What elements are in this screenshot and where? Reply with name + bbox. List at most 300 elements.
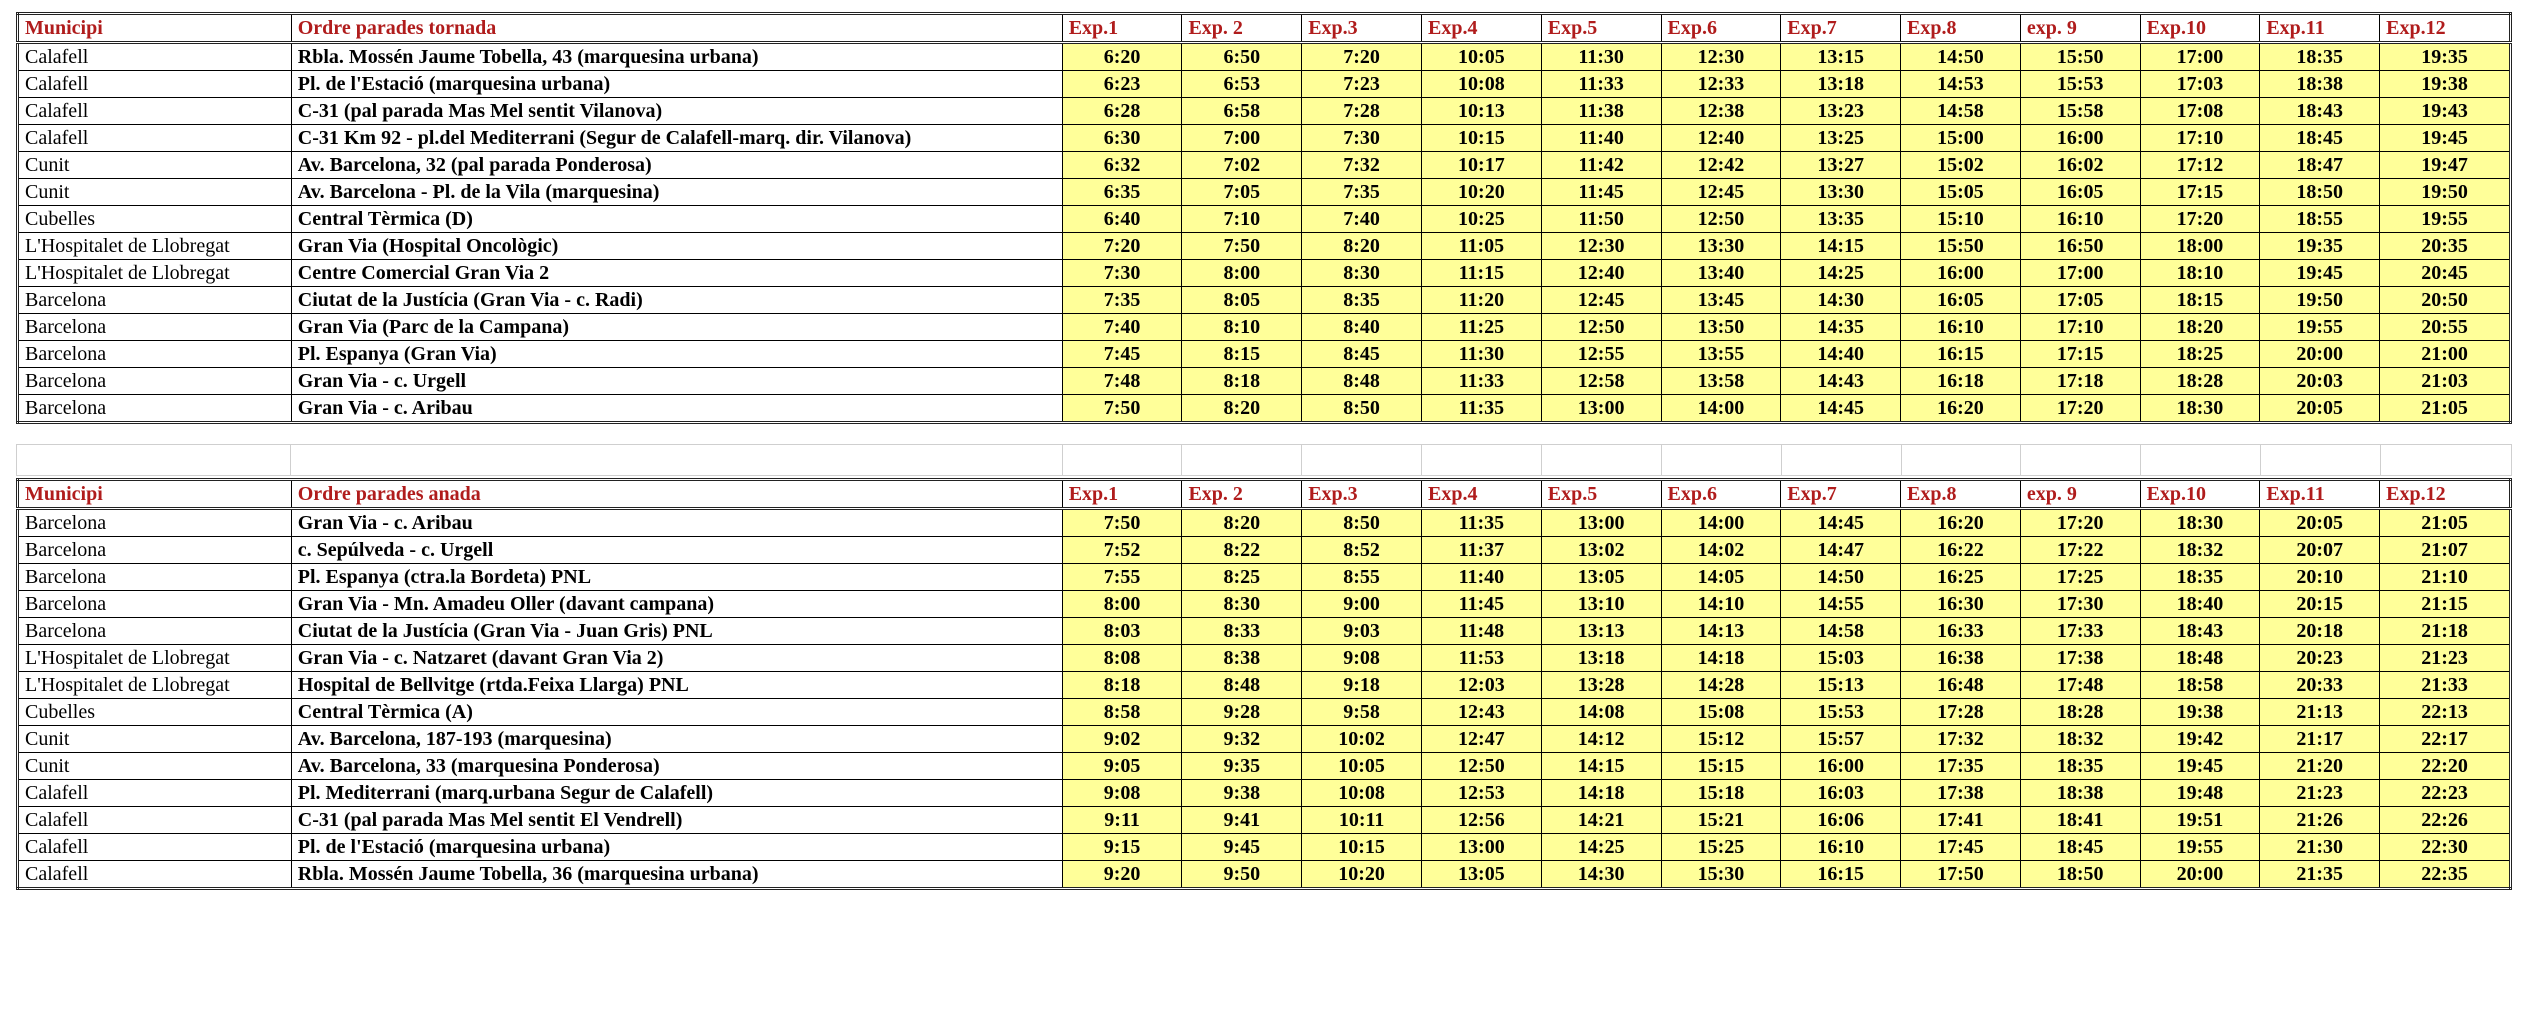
table-row xyxy=(18,834,2511,861)
time-cell: 17:10 xyxy=(2140,125,2260,152)
time-cell: 22:17 xyxy=(2380,726,2511,753)
municipality-cell: L'Hospitalet de Llobregat xyxy=(18,233,292,260)
time-cell: 9:45 xyxy=(1182,834,1302,861)
time-cell: 20:10 xyxy=(2260,564,2380,591)
time-cell: 19:38 xyxy=(2140,699,2260,726)
time-cell: 20:03 xyxy=(2260,368,2380,395)
municipality-cell: Calafell xyxy=(18,780,292,807)
stop-cell: Pl. Mediterrani (marq.urbana Segur de Calafell) xyxy=(291,780,1062,807)
time-cell: 7:23 xyxy=(1302,71,1422,98)
time-cell: 13:25 xyxy=(1781,125,1901,152)
time-cell: 14:30 xyxy=(1781,287,1901,314)
time-cell: 15:12 xyxy=(1661,726,1781,753)
time-cell: 14:00 xyxy=(1661,395,1781,423)
municipality-cell: Cunit xyxy=(18,753,292,780)
time-cell: 21:23 xyxy=(2260,780,2380,807)
header-row xyxy=(18,14,2511,43)
time-cell: 15:53 xyxy=(2020,71,2140,98)
time-cell: 13:30 xyxy=(1661,233,1781,260)
time-cell: 14:02 xyxy=(1661,537,1781,564)
time-cell: 7:50 xyxy=(1182,233,1302,260)
empty-spacer-rows xyxy=(16,444,2512,476)
time-cell: 10:17 xyxy=(1421,152,1541,179)
stop-cell: Rbla. Mossén Jaume Tobella, 36 (marquesina urbana) xyxy=(291,861,1062,889)
time-cell: 21:05 xyxy=(2380,395,2511,423)
time-cell: 15:02 xyxy=(1901,152,2021,179)
time-cell: 9:18 xyxy=(1302,672,1422,699)
time-cell: 13:02 xyxy=(1541,537,1661,564)
column-header-expedition: Exp.8 xyxy=(1901,14,2021,43)
time-cell: 15:50 xyxy=(2020,43,2140,71)
stop-cell: Pl. Espanya (ctra.la Bordeta) PNL xyxy=(291,564,1062,591)
municipality-cell: Cubelles xyxy=(18,699,292,726)
time-cell: 11:45 xyxy=(1541,179,1661,206)
column-header-expedition: Exp.4 xyxy=(1421,480,1541,509)
time-cell: 13:18 xyxy=(1781,71,1901,98)
stop-cell: Central Tèrmica (A) xyxy=(291,699,1062,726)
time-cell: 21:03 xyxy=(2380,368,2511,395)
municipality-cell: Barcelona xyxy=(18,591,292,618)
time-cell: 12:47 xyxy=(1421,726,1541,753)
time-cell: 11:30 xyxy=(1421,341,1541,368)
time-cell: 12:56 xyxy=(1421,807,1541,834)
time-cell: 14:21 xyxy=(1541,807,1661,834)
stop-cell: Hospital de Bellvitge (rtda.Feixa Llarga) PNL xyxy=(291,672,1062,699)
time-cell: 12:40 xyxy=(1541,260,1661,287)
time-cell: 15:25 xyxy=(1661,834,1781,861)
anada-schedule-table xyxy=(16,478,2512,890)
table-row xyxy=(18,726,2511,753)
time-cell: 6:40 xyxy=(1062,206,1182,233)
time-cell: 14:10 xyxy=(1661,591,1781,618)
time-cell: 11:48 xyxy=(1421,618,1541,645)
time-cell: 17:50 xyxy=(1901,861,2021,889)
time-cell: 21:26 xyxy=(2260,807,2380,834)
table-row xyxy=(18,152,2511,179)
table-row xyxy=(18,861,2511,889)
time-cell: 14:18 xyxy=(1541,780,1661,807)
table-row xyxy=(18,537,2511,564)
municipality-cell: Barcelona xyxy=(18,618,292,645)
time-cell: 8:15 xyxy=(1182,341,1302,368)
stop-cell: Av. Barcelona - Pl. de la Vila (marquesina) xyxy=(291,179,1062,206)
time-cell: 13:55 xyxy=(1661,341,1781,368)
time-cell: 21:05 xyxy=(2380,509,2511,537)
time-cell: 12:50 xyxy=(1421,753,1541,780)
table-row xyxy=(18,699,2511,726)
time-cell: 14:30 xyxy=(1541,861,1661,889)
time-cell: 9:03 xyxy=(1302,618,1422,645)
time-cell: 8:00 xyxy=(1062,591,1182,618)
time-cell: 7:48 xyxy=(1062,368,1182,395)
time-cell: 21:30 xyxy=(2260,834,2380,861)
time-cell: 14:45 xyxy=(1781,395,1901,423)
time-cell: 21:20 xyxy=(2260,753,2380,780)
time-cell: 12:40 xyxy=(1661,125,1781,152)
time-cell: 14:05 xyxy=(1661,564,1781,591)
stop-cell: Av. Barcelona, 187-193 (marquesina) xyxy=(291,726,1062,753)
time-cell: 14:35 xyxy=(1781,314,1901,341)
stop-cell: Pl. de l'Estació (marquesina urbana) xyxy=(291,834,1062,861)
time-cell: 19:47 xyxy=(2380,152,2511,179)
table-row xyxy=(18,645,2511,672)
time-cell: 18:28 xyxy=(2020,699,2140,726)
time-cell: 14:28 xyxy=(1661,672,1781,699)
time-cell: 18:32 xyxy=(2020,726,2140,753)
time-cell: 11:45 xyxy=(1421,591,1541,618)
time-cell: 11:33 xyxy=(1541,71,1661,98)
time-cell: 10:15 xyxy=(1302,834,1422,861)
municipality-cell: Barcelona xyxy=(18,314,292,341)
column-header-stops: Ordre parades tornada xyxy=(291,14,1062,43)
table-row xyxy=(18,368,2511,395)
time-cell: 13:05 xyxy=(1541,564,1661,591)
time-cell: 14:45 xyxy=(1781,509,1901,537)
time-cell: 16:05 xyxy=(2020,179,2140,206)
time-cell: 17:48 xyxy=(2020,672,2140,699)
time-cell: 6:35 xyxy=(1062,179,1182,206)
time-cell: 15:00 xyxy=(1901,125,2021,152)
stop-cell: Gran Via - c. Aribau xyxy=(291,395,1062,423)
municipality-cell: Calafell xyxy=(18,861,292,889)
time-cell: 19:51 xyxy=(2140,807,2260,834)
time-cell: 11:38 xyxy=(1541,98,1661,125)
time-cell: 19:45 xyxy=(2140,753,2260,780)
table-row xyxy=(18,591,2511,618)
time-cell: 13:23 xyxy=(1781,98,1901,125)
time-cell: 6:58 xyxy=(1182,98,1302,125)
time-cell: 7:20 xyxy=(1302,43,1422,71)
time-cell: 16:10 xyxy=(2020,206,2140,233)
time-cell: 12:30 xyxy=(1661,43,1781,71)
time-cell: 8:38 xyxy=(1182,645,1302,672)
time-cell: 7:20 xyxy=(1062,233,1182,260)
time-cell: 17:38 xyxy=(2020,645,2140,672)
time-cell: 19:42 xyxy=(2140,726,2260,753)
time-cell: 16:22 xyxy=(1901,537,2021,564)
time-cell: 9:05 xyxy=(1062,753,1182,780)
time-cell: 18:32 xyxy=(2140,537,2260,564)
time-cell: 18:50 xyxy=(2260,179,2380,206)
time-cell: 16:20 xyxy=(1901,395,2021,423)
column-header-expedition: Exp. 2 xyxy=(1182,480,1302,509)
time-cell: 17:22 xyxy=(2020,537,2140,564)
time-cell: 16:03 xyxy=(1781,780,1901,807)
municipality-cell: Calafell xyxy=(18,834,292,861)
time-cell: 7:45 xyxy=(1062,341,1182,368)
stop-cell: Gran Via - c. Natzaret (davant Gran Via 2) xyxy=(291,645,1062,672)
column-header-expedition: Exp.4 xyxy=(1421,14,1541,43)
time-cell: 10:20 xyxy=(1421,179,1541,206)
stop-cell: Pl. de l'Estació (marquesina urbana) xyxy=(291,71,1062,98)
time-cell: 18:30 xyxy=(2140,509,2260,537)
time-cell: 8:55 xyxy=(1302,564,1422,591)
stop-cell: Ciutat de la Justícia (Gran Via - c. Radi) xyxy=(291,287,1062,314)
time-cell: 7:52 xyxy=(1062,537,1182,564)
municipality-cell: Barcelona xyxy=(18,341,292,368)
time-cell: 17:15 xyxy=(2020,341,2140,368)
time-cell: 8:50 xyxy=(1302,509,1422,537)
stop-cell: Central Tèrmica (D) xyxy=(291,206,1062,233)
column-header-expedition: Exp.5 xyxy=(1541,14,1661,43)
time-cell: 15:05 xyxy=(1901,179,2021,206)
time-cell: 18:43 xyxy=(2140,618,2260,645)
stop-cell: C-31 Km 92 - pl.del Mediterrani (Segur de Calafell-marq. dir. Vilanova) xyxy=(291,125,1062,152)
time-cell: 12:50 xyxy=(1661,206,1781,233)
time-cell: 14:58 xyxy=(1901,98,2021,125)
time-cell: 8:30 xyxy=(1182,591,1302,618)
column-header-expedition: exp. 9 xyxy=(2020,480,2140,509)
stop-cell: C-31 (pal parada Mas Mel sentit Vilanova) xyxy=(291,98,1062,125)
time-cell: 8:08 xyxy=(1062,645,1182,672)
time-cell: 7:55 xyxy=(1062,564,1182,591)
time-cell: 21:33 xyxy=(2380,672,2511,699)
table-row xyxy=(18,618,2511,645)
time-cell: 15:03 xyxy=(1781,645,1901,672)
time-cell: 6:28 xyxy=(1062,98,1182,125)
time-cell: 6:50 xyxy=(1182,43,1302,71)
time-cell: 16:33 xyxy=(1901,618,2021,645)
time-cell: 21:07 xyxy=(2380,537,2511,564)
time-cell: 11:42 xyxy=(1541,152,1661,179)
time-cell: 7:30 xyxy=(1062,260,1182,287)
time-cell: 13:35 xyxy=(1781,206,1901,233)
time-cell: 17:15 xyxy=(2140,179,2260,206)
time-cell: 14:00 xyxy=(1661,509,1781,537)
time-cell: 17:20 xyxy=(2020,395,2140,423)
time-cell: 12:53 xyxy=(1421,780,1541,807)
column-header-expedition: Exp.1 xyxy=(1062,14,1182,43)
time-cell: 10:11 xyxy=(1302,807,1422,834)
stop-cell: Av. Barcelona, 33 (marquesina Ponderosa) xyxy=(291,753,1062,780)
time-cell: 15:21 xyxy=(1661,807,1781,834)
spreadsheet xyxy=(16,12,2512,890)
time-cell: 17:03 xyxy=(2140,71,2260,98)
time-cell: 18:35 xyxy=(2260,43,2380,71)
time-cell: 21:17 xyxy=(2260,726,2380,753)
time-cell: 19:45 xyxy=(2260,260,2380,287)
time-cell: 18:30 xyxy=(2140,395,2260,423)
time-cell: 22:30 xyxy=(2380,834,2511,861)
time-cell: 14:13 xyxy=(1661,618,1781,645)
time-cell: 14:50 xyxy=(1901,43,2021,71)
column-header-expedition: Exp.11 xyxy=(2260,14,2380,43)
column-header-expedition: Exp.6 xyxy=(1661,480,1781,509)
stop-cell: Ciutat de la Justícia (Gran Via - Juan Gris) PNL xyxy=(291,618,1062,645)
municipality-cell: Barcelona xyxy=(18,537,292,564)
time-cell: 21:35 xyxy=(2260,861,2380,889)
municipality-cell: Cunit xyxy=(18,152,292,179)
time-cell: 9:32 xyxy=(1182,726,1302,753)
time-cell: 14:15 xyxy=(1781,233,1901,260)
municipality-cell: Barcelona xyxy=(18,509,292,537)
time-cell: 9:15 xyxy=(1062,834,1182,861)
time-cell: 7:35 xyxy=(1062,287,1182,314)
time-cell: 12:43 xyxy=(1421,699,1541,726)
time-cell: 18:20 xyxy=(2140,314,2260,341)
time-cell: 16:10 xyxy=(1901,314,2021,341)
time-cell: 13:45 xyxy=(1661,287,1781,314)
time-cell: 9:08 xyxy=(1302,645,1422,672)
time-cell: 16:18 xyxy=(1901,368,2021,395)
stop-cell: Gran Via (Hospital Oncològic) xyxy=(291,233,1062,260)
time-cell: 8:30 xyxy=(1302,260,1422,287)
time-cell: 13:05 xyxy=(1421,861,1541,889)
municipality-cell: Cunit xyxy=(18,179,292,206)
time-cell: 22:13 xyxy=(2380,699,2511,726)
time-cell: 11:40 xyxy=(1421,564,1541,591)
time-cell: 9:02 xyxy=(1062,726,1182,753)
time-cell: 8:48 xyxy=(1302,368,1422,395)
time-cell: 20:23 xyxy=(2260,645,2380,672)
time-cell: 13:15 xyxy=(1781,43,1901,71)
column-header-expedition: Exp.6 xyxy=(1661,14,1781,43)
stop-cell: Centre Comercial Gran Via 2 xyxy=(291,260,1062,287)
municipality-cell: Barcelona xyxy=(18,564,292,591)
time-cell: 14:08 xyxy=(1541,699,1661,726)
time-cell: 17:10 xyxy=(2020,314,2140,341)
time-cell: 10:20 xyxy=(1302,861,1422,889)
time-cell: 6:32 xyxy=(1062,152,1182,179)
time-cell: 19:43 xyxy=(2380,98,2511,125)
time-cell: 15:57 xyxy=(1781,726,1901,753)
time-cell: 13:30 xyxy=(1781,179,1901,206)
time-cell: 6:53 xyxy=(1182,71,1302,98)
time-cell: 17:00 xyxy=(2020,260,2140,287)
stop-cell: C-31 (pal parada Mas Mel sentit El Vendrell) xyxy=(291,807,1062,834)
stop-cell: c. Sepúlveda - c. Urgell xyxy=(291,537,1062,564)
table-row xyxy=(18,564,2511,591)
time-cell: 22:26 xyxy=(2380,807,2511,834)
time-cell: 12:50 xyxy=(1541,314,1661,341)
time-cell: 12:38 xyxy=(1661,98,1781,125)
time-cell: 18:28 xyxy=(2140,368,2260,395)
time-cell: 8:20 xyxy=(1182,395,1302,423)
time-cell: 15:58 xyxy=(2020,98,2140,125)
time-cell: 11:40 xyxy=(1541,125,1661,152)
time-cell: 21:13 xyxy=(2260,699,2380,726)
municipality-cell: L'Hospitalet de Llobregat xyxy=(18,645,292,672)
time-cell: 16:10 xyxy=(1781,834,1901,861)
time-cell: 8:52 xyxy=(1302,537,1422,564)
time-cell: 8:58 xyxy=(1062,699,1182,726)
time-cell: 17:45 xyxy=(1901,834,2021,861)
time-cell: 18:48 xyxy=(2140,645,2260,672)
time-cell: 18:50 xyxy=(2020,861,2140,889)
time-cell: 11:05 xyxy=(1421,233,1541,260)
time-cell: 19:35 xyxy=(2260,233,2380,260)
table-row xyxy=(18,509,2511,537)
time-cell: 13:10 xyxy=(1541,591,1661,618)
time-cell: 18:55 xyxy=(2260,206,2380,233)
time-cell: 19:45 xyxy=(2380,125,2511,152)
time-cell: 16:20 xyxy=(1901,509,2021,537)
table-row xyxy=(18,395,2511,423)
municipality-cell: Cunit xyxy=(18,726,292,753)
time-cell: 20:33 xyxy=(2260,672,2380,699)
time-cell: 11:20 xyxy=(1421,287,1541,314)
time-cell: 18:41 xyxy=(2020,807,2140,834)
time-cell: 14:58 xyxy=(1781,618,1901,645)
time-cell: 7:05 xyxy=(1182,179,1302,206)
stop-cell: Rbla. Mossén Jaume Tobella, 43 (marquesina urbana) xyxy=(291,43,1062,71)
table-row xyxy=(18,672,2511,699)
time-cell: 13:28 xyxy=(1541,672,1661,699)
tornada-schedule-table xyxy=(16,12,2512,424)
time-cell: 10:08 xyxy=(1302,780,1422,807)
time-cell: 16:00 xyxy=(1781,753,1901,780)
time-cell: 9:20 xyxy=(1062,861,1182,889)
time-cell: 16:15 xyxy=(1781,861,1901,889)
time-cell: 15:13 xyxy=(1781,672,1901,699)
time-cell: 18:35 xyxy=(2020,753,2140,780)
column-header-expedition: Exp.12 xyxy=(2380,14,2511,43)
column-header-expedition: Exp.11 xyxy=(2260,480,2380,509)
time-cell: 16:00 xyxy=(2020,125,2140,152)
table-row xyxy=(18,341,2511,368)
time-cell: 11:50 xyxy=(1541,206,1661,233)
time-cell: 7:28 xyxy=(1302,98,1422,125)
time-cell: 18:47 xyxy=(2260,152,2380,179)
time-cell: 20:55 xyxy=(2380,314,2511,341)
stop-cell: Av. Barcelona, 32 (pal parada Ponderosa) xyxy=(291,152,1062,179)
time-cell: 9:38 xyxy=(1182,780,1302,807)
time-cell: 14:12 xyxy=(1541,726,1661,753)
time-cell: 20:18 xyxy=(2260,618,2380,645)
time-cell: 8:35 xyxy=(1302,287,1422,314)
time-cell: 16:50 xyxy=(2020,233,2140,260)
time-cell: 18:15 xyxy=(2140,287,2260,314)
header-row xyxy=(18,480,2511,509)
time-cell: 17:12 xyxy=(2140,152,2260,179)
time-cell: 16:15 xyxy=(1901,341,2021,368)
time-cell: 9:58 xyxy=(1302,699,1422,726)
time-cell: 7:32 xyxy=(1302,152,1422,179)
time-cell: 7:00 xyxy=(1182,125,1302,152)
time-cell: 16:48 xyxy=(1901,672,2021,699)
table-row xyxy=(18,287,2511,314)
time-cell: 15:08 xyxy=(1661,699,1781,726)
time-cell: 13:18 xyxy=(1541,645,1661,672)
time-cell: 17:08 xyxy=(2140,98,2260,125)
time-cell: 13:50 xyxy=(1661,314,1781,341)
time-cell: 6:30 xyxy=(1062,125,1182,152)
time-cell: 18:38 xyxy=(2260,71,2380,98)
time-cell: 8:45 xyxy=(1302,341,1422,368)
time-cell: 17:20 xyxy=(2140,206,2260,233)
time-cell: 19:55 xyxy=(2260,314,2380,341)
time-cell: 13:13 xyxy=(1541,618,1661,645)
time-cell: 13:00 xyxy=(1541,509,1661,537)
time-cell: 20:45 xyxy=(2380,260,2511,287)
time-cell: 12:03 xyxy=(1421,672,1541,699)
time-cell: 12:55 xyxy=(1541,341,1661,368)
time-cell: 6:23 xyxy=(1062,71,1182,98)
time-cell: 17:35 xyxy=(1901,753,2021,780)
time-cell: 13:58 xyxy=(1661,368,1781,395)
time-cell: 16:00 xyxy=(1901,260,2021,287)
time-cell: 13:27 xyxy=(1781,152,1901,179)
time-cell: 7:50 xyxy=(1062,509,1182,537)
time-cell: 20:05 xyxy=(2260,395,2380,423)
time-cell: 20:05 xyxy=(2260,509,2380,537)
time-cell: 15:30 xyxy=(1661,861,1781,889)
column-header-expedition: Exp.10 xyxy=(2140,14,2260,43)
time-cell: 11:33 xyxy=(1421,368,1541,395)
column-header-expedition: Exp.12 xyxy=(2380,480,2511,509)
time-cell: 8:05 xyxy=(1182,287,1302,314)
time-cell: 20:35 xyxy=(2380,233,2511,260)
